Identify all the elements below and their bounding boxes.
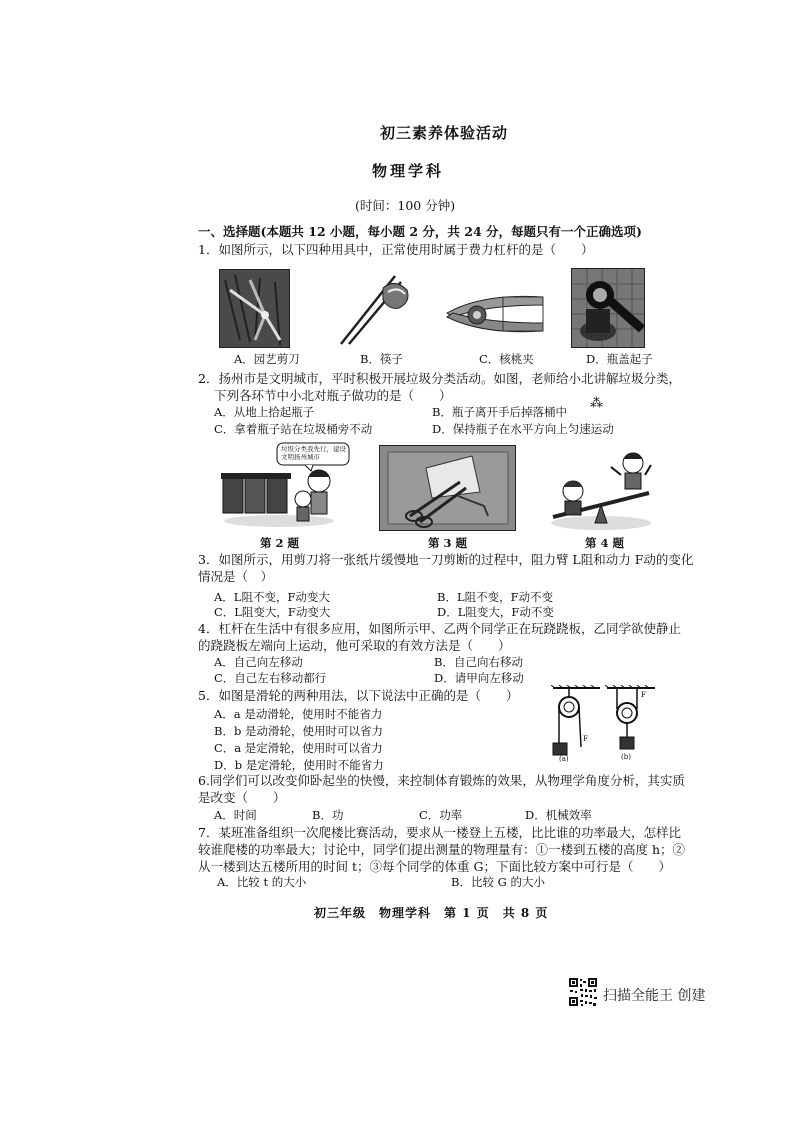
q5-option-c: C．a 是定滑轮，使用时可以省力 (214, 741, 383, 755)
exam-title: 初三素养体验活动 (380, 124, 509, 142)
q6-option-b: B．功 (312, 808, 344, 822)
pulley-label-b: (b) (621, 753, 631, 761)
scissors-cutting-photo (379, 445, 516, 531)
q5-option-d: D．b 是定滑轮，使用时不能省力 (214, 758, 384, 772)
figure-4-caption: 第 4 题 (585, 536, 625, 550)
speech-bubble-text: 垃圾分类我先行，建设文明扬州城市 (281, 445, 346, 461)
q2-option-d: D．保持瓶子在水平方向上匀速运动 (432, 422, 614, 436)
garden-shears-photo (219, 269, 290, 348)
q1-caption-c: C．核桃夹 (479, 352, 534, 366)
question-7-stem-line1: 7．某班准备组织一次爬楼比赛活动，要求从一楼登上五楼，比比谁的功率最大，怎样比 (198, 825, 681, 840)
stray-mark-icon: ⁂ (590, 396, 603, 411)
q1-caption-d: D．瓶盖起子 (586, 352, 653, 366)
question-2-stem-line1: 2．扬州市是文明城市，平时积极开展垃圾分类活动。如图，老师给小北讲解垃圾分类， (198, 371, 681, 386)
figure-3-caption: 第 3 题 (428, 536, 468, 550)
page-footer: 初三年级 物理学科 第 1 页 共 8 页 (314, 906, 549, 920)
q4-option-b: B．自己向右移动 (434, 655, 523, 669)
pulley-diagram (545, 685, 660, 765)
q5-option-b: B．b 是动滑轮，使用时可以省力 (214, 724, 383, 738)
subject-title: 物理学科 (372, 162, 445, 180)
garbage-sorting-illustration (219, 441, 351, 531)
q4-option-a: A．自己向左移动 (214, 655, 303, 669)
q4-option-c: C．自己左右移动都行 (214, 671, 327, 685)
qr-code-icon (568, 977, 598, 1007)
q7-option-a: A．比较 t 的大小 (217, 875, 307, 889)
q1-caption-b: B．筷子 (360, 352, 403, 366)
q6-option-c: C．功率 (419, 808, 463, 822)
question-2-stem-line2: 下列各环节中小北对瓶子做功的是（ ） (214, 388, 452, 403)
q6-option-a: A．时间 (214, 808, 257, 822)
question-7-stem-line2: 较谁爬楼的功率最大；讨论中，同学们提出测量的物理量有：①一楼到五楼的高度 h；② (198, 842, 686, 857)
figure-2-caption: 第 2 题 (260, 536, 300, 550)
q2-option-c: C．拿着瓶子站在垃圾桶旁不动 (214, 422, 373, 436)
q1-caption-a: A．园艺剪刀 (234, 352, 300, 366)
question-3-stem-line2: 情况是（ ） (198, 569, 274, 584)
q3-option-d: D．L阻变大，F动不变 (437, 605, 554, 619)
q6-option-d: D．机械效率 (525, 808, 592, 822)
exam-time: (时间：100 分钟) (355, 198, 456, 213)
seesaw-illustration (549, 445, 653, 531)
q5-option-a: A．a 是动滑轮，使用时不能省力 (214, 707, 383, 721)
section-heading: 一、选择题(本题共 12 小题，每小题 2 分，共 24 分，每题只有一个正确选项) (198, 224, 642, 239)
bottle-opener-photo (571, 268, 645, 348)
chopsticks-image (333, 268, 413, 346)
nutcracker-image (443, 283, 546, 343)
pulley-label-a: (a) (559, 755, 569, 763)
scanner-watermark: 扫描全能王 创建 (603, 988, 706, 1004)
question-4-stem-line1: 4．杠杆在生活中有很多应用，如图所示甲、乙两个同学正在玩跷跷板，乙同学欲使静止 (198, 621, 681, 636)
question-4-stem-line2: 的跷跷板左端向上运动，他可采取的有效方法是（ ） (198, 638, 511, 653)
q7-option-b: B．比较 G 的大小 (451, 875, 545, 889)
question-5-stem: 5．如图是滑轮的两种用法，以下说法中正确的是（ ） (198, 688, 519, 703)
svg-text:F: F (583, 735, 588, 743)
svg-text:F: F (641, 691, 646, 699)
q3-option-a: A．L阻不变，F动变大 (214, 590, 330, 604)
question-6-stem-line1: 6.同学们可以改变仰卧起坐的快慢，来控制体育锻炼的效果，从物理学角度分析，其实质 (198, 773, 685, 788)
q2-option-a: A．从地上拾起瓶子 (214, 405, 315, 419)
question-1-stem: 1．如图所示，以下四种用具中，正常使用时属于费力杠杆的是（ ） (198, 242, 594, 257)
q3-option-b: B．L阻不变，F动不变 (437, 590, 554, 604)
q4-option-d: D．请甲向左移动 (434, 671, 524, 685)
q2-option-b: B．瓶子离开手后掉落桶中 (432, 405, 567, 419)
question-7-stem-line3: 从一楼到达五楼所用的时间 t；③每个同学的体重 G；下面比较方案中可行是（ ） (198, 859, 671, 874)
q3-option-c: C．L阻变大，F动变大 (214, 605, 331, 619)
question-3-stem-line1: 3．如图所示，用剪刀将一张纸片缓慢地一刀剪断的过程中，阻力臂 L阻和动力 F动的变化 (198, 552, 694, 567)
question-6-stem-line2: 是改变（ ） (198, 790, 286, 805)
